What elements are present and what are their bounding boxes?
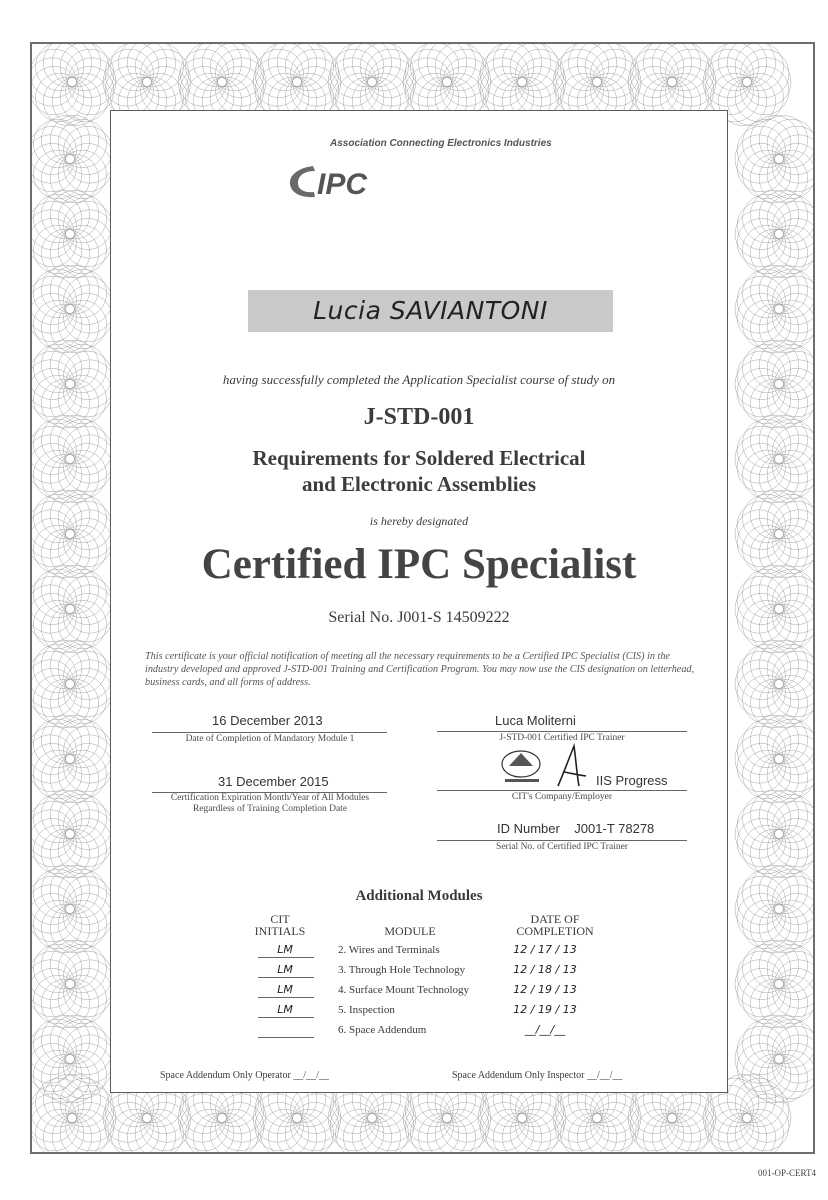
table-row [250,1000,610,1020]
standard-title-line-1: Requirements for Soldered Electrical [252,446,586,470]
association-tagline: Association Connecting Electronics Industries [330,138,552,149]
inspector-signoff: Space Addendum Only Inspector __/__/__ [452,1070,623,1081]
trainer-line [437,731,687,732]
serial-number: Serial No. J001-S 14509222 [328,609,510,626]
completion-date: 16 December 2013 [212,713,323,728]
table-row [250,980,610,1000]
table-row [250,1020,610,1040]
table-row [250,960,610,980]
col-module-header: MODULE [384,924,436,938]
modules-table [250,940,610,1040]
row-initials: LM [277,983,293,996]
employer-line [437,790,687,791]
standard-title [110,445,728,497]
svg-text:IPC: IPC [317,168,368,201]
row-module: 5. Inspection [338,1004,395,1016]
standard-title-line-2: and Electronic Assemblies [301,472,537,496]
company-stamp [495,744,555,789]
row-date: 12 / 19 / 13 [513,983,577,996]
row-date: 12 / 19 / 13 [513,1003,577,1016]
certificate-notice: This certificate is your official notification of meeting all the necessary requirements to be a Certified IPC Specialist (CIS) in the industry developed and approved J-STD-001 Training and Certification Program. You may now use the CIS designation on letterhead, business cards, and all forms of address. [145,651,695,688]
designated-text: is hereby designated [369,514,469,528]
operator-signoff: Space Addendum Only Operator __/__/__ [160,1070,329,1081]
trainer-id-label: Serial No. of Certified IPC Trainer [496,842,628,852]
employer-label: CIT's Company/Employer [511,792,613,802]
trainer-id-line [437,840,687,841]
standard-code: J-STD-001 [363,404,475,430]
completion-line [152,732,387,733]
additional-modules-heading: Additional Modules [355,888,483,904]
employer-name: IIS Progress [596,773,668,788]
row-initials: LM [277,1003,293,1016]
form-code: 001-OP-CERT4 [758,1168,816,1178]
row-initials: LM [277,943,293,956]
trainer-signature [550,742,590,792]
col-initials-header: CIT INITIALS [254,912,306,938]
row-module: 6. Space Addendum [338,1024,427,1036]
row-initials: LM [277,963,293,976]
col-date-header: DATE OF COMPLETION [516,912,594,938]
row-date: __/__/__ [524,1023,566,1036]
trainer-id-number: ID Number J001-T 78278 [497,821,655,836]
certification-title: Certified IPC Specialist [201,541,637,588]
row-module: 4. Surface Mount Technology [338,984,470,996]
row-module: 3. Through Hole Technology [338,964,466,976]
trainer-name: Luca Moliterni [495,713,576,728]
completion-label: Date of Completion of Mandatory Module 1 [185,734,355,744]
row-date: 12 / 18 / 13 [513,963,577,976]
row-module: 2. Wires and Terminals [338,944,440,956]
trainer-label: J-STD-001 Certified IPC Trainer [499,733,625,743]
ipc-logo [283,160,408,202]
recipient-name: Lucia SAVIANTONI [313,296,548,325]
table-row [250,940,610,960]
expiration-label [130,793,410,815]
intro-text: having successfully completed the Application Specialist course of study on [222,372,616,387]
expiration-label-line-2: Regardless of Training Completion Date [192,804,348,814]
expiration-label-line-1: Certification Expiration Month/Year of All Modules [170,793,370,803]
row-date: 12 / 17 / 13 [513,943,577,956]
expiration-date: 31 December 2015 [218,774,329,789]
